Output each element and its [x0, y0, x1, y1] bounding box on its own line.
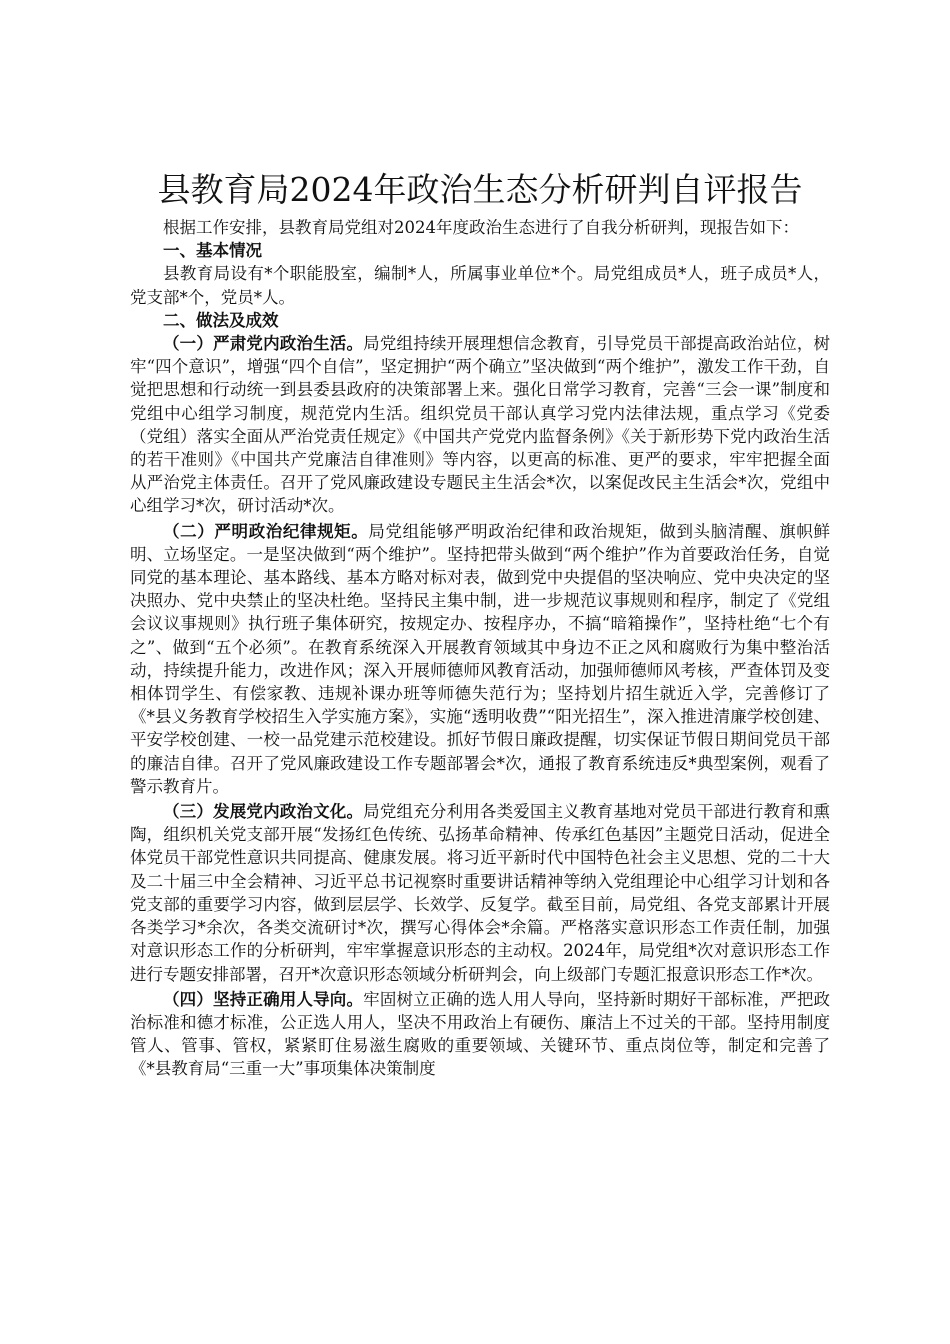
section-heading-measures: 二、做法及成效 — [163, 310, 279, 330]
measure-paragraph-1 — [130, 332, 830, 518]
measure-text-4: 牢固树立正确的选人用人导向，坚持新时期好干部标准，严把政治标准和德才标准，公正选人用人，坚决不用政治上有硬伤、廉洁上不过关的干部。坚持用制度管人、管事、管权，紧紧盯住易滋生腐败的重要领域、关键环节、重点岗位等，制定和完善了《*县教育局“三重一大”事项集体决策制度 — [130, 989, 831, 1079]
measure-lead-4: （四）坚持正确用人导向。 — [163, 989, 364, 1009]
basic-info-paragraph: 县教育局设有*个职能股室，编制*人，所属事业单位*个。局党组成员*人，班子成员*人，党支部*个，党员*人。 — [130, 264, 830, 307]
document-title: 县教育局2024年政治生态分析研判自评报告 — [157, 170, 803, 209]
document-page — [130, 168, 830, 1081]
measure-paragraph-3 — [130, 800, 830, 986]
measure-paragraph-4 — [130, 988, 830, 1081]
measure-text-2: 局党组能够严明政治纪律和政治规矩，做到头脑清醒、旗帜鲜明、立场坚定。一是坚决做到“两个维护”。坚持把带头做到“两个维护”作为首要政治任务，自觉同党的基本理论、基本路线、基本方略对标对表，做到党中央提倡的坚决响应、党中央决定的坚决照办、党中央禁止的坚决杜绝。坚持民主集中制，进一步规范议事规则和程序，制定了《党组会议议事规则》执行班子集体研究，按规定办、按程序办，不搞“暗箱操作”，坚持杜绝“七个有之”、做到“五个必须”。在教育系统深入开展教育领域其中身边不正之风和腐败行为集中整治活动，持续提升能力，改进作风；深入开展师德师风教育活动，加强师德师风考核，严查体罚及变相体罚学生、有偿家教、违规补课办班等师德失范行为；坚持划片招生就近入学，完善修订了《*县义务教育学校招生入学实施方案》，实施“透明收费”“阳光招生”，深入推进清廉学校创建、平安学校创建、一校一品党建示范校建设。抓好节假日廉政提醒，切实保证节假日期间党员干部的廉洁自律。召开了党风廉政建设工作专题部署会*次，通报了教育系统违反*典型案例，观看了警示教育片。 — [130, 521, 831, 796]
intro-paragraph: 根据工作安排，县教育局党组对2024年度政治生态进行了自我分析研判，现报告如下： — [163, 218, 799, 237]
measure-lead-3: （三）发展党内政治文化。 — [163, 802, 364, 822]
measure-lead-2: （二）严明政治纪律规矩。 — [163, 521, 369, 541]
measure-text-3: 局党组充分利用各类爱国主义教育基地对党员干部进行教育和熏陶，组织机关党支部开展“发扬红色传统、弘扬革命精神、传承红色基因”主题党日活动，促进全体党员干部党性意识共同提高、健康发展。将习近平新时代中国特色社会主义思想、党的二十大及二十届三中全会精神、习近平总书记视察时重要讲话精神等纳入党组理论中心组学习计划和各党支部的重要学习内容，做到层层学、长效学、反复学。截至目前，局党组、各党支部累计开展各类学习*余次，各类交流研讨*次，撰写心得体会*余篇。严格落实意识形态工作责任制，加强对意识形态工作的分析研判，牢牢掌握意识形态的主动权。2024年，局党组*次对意识形态工作进行专题安排部署，召开*次意识形态领域分析研判会，向上级部门专题汇报意识形态工作*次。 — [130, 802, 831, 984]
measure-text-1: 局党组持续开展理想信念教育，引导党员干部提高政治站位，树牢“四个意识”，增强“四个自信”，坚定拥护“两个确立”坚决做到“两个维护”，激发工作干劲，自觉把思想和行动统一到县委县政府的决策部署上来。强化日常学习教育，完善“三会一课”制度和党组中心组学习制度，规范党内生活。组织党员干部认真学习党内法律法规，重点学习《党委（党组）落实全面从严治党责任规定》《中国共产党党内监督条例》《关于新形势下党内政治生活的若干准则》《中国共产党廉洁自律准则》等内容，以更高的标准、更严的要求，牢牢把握全面从严治党主体责任。召开了党风廉政建设专题民主生活会*次，以案促改民主生活会*次，党组中心组学习*次，研讨活动*次。 — [130, 334, 831, 516]
section-heading-basic-info: 一、基本情况 — [163, 241, 262, 261]
measure-lead-1: （一）严肃党内政治生活。 — [163, 334, 364, 354]
measure-paragraph-2 — [130, 520, 830, 798]
